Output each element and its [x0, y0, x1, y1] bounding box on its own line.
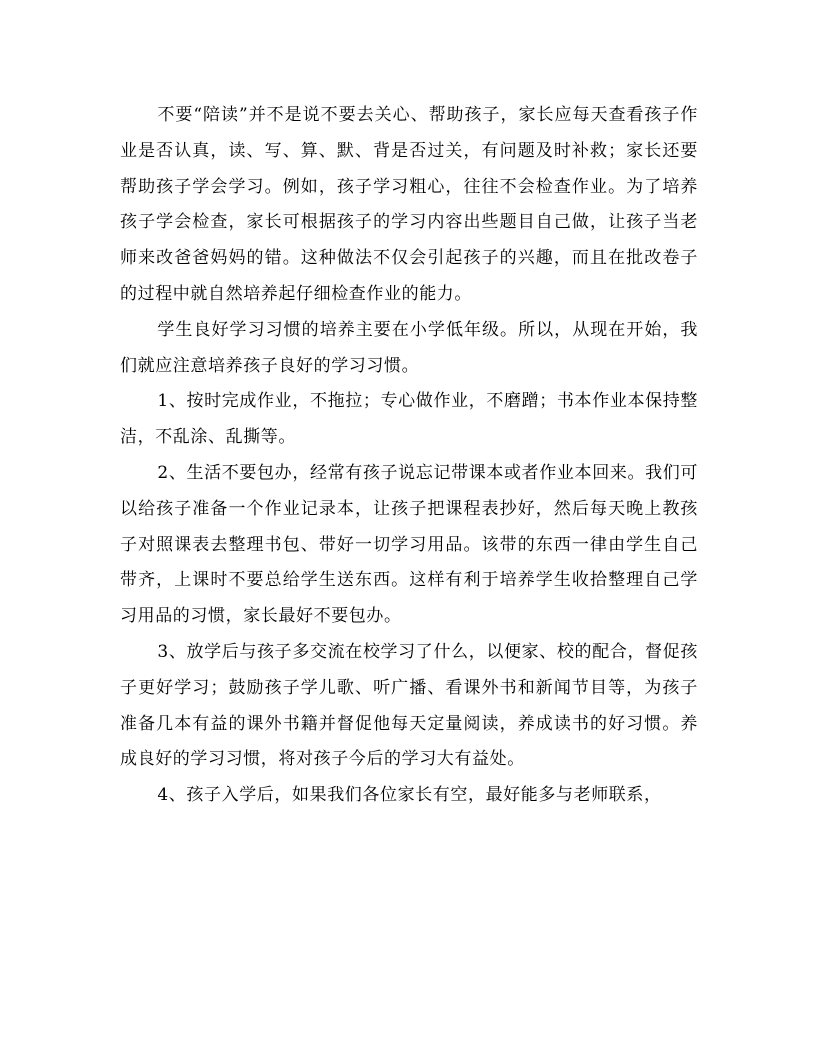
paragraph-3: 1、按时完成作业，不拖拉；专心做作业，不磨蹭；书本作业本保持整洁，不乱涂、乱撕等。: [120, 391, 698, 448]
document-body: [120, 98, 698, 814]
paragraph-1: 不要“陪读”并不是说不要去关心、帮助孩子，家长应每天查看孩子作业是否认真，读、写、算、默、背是否过关，有问题及时补救；家长还要帮助孩子学会学习。例如，孩子学习粗心，往往不会检查作业。为了培养孩子学会检查，家长可根据孩子的学习内容出些题目自己做，让孩子当老师来改爸爸妈妈的错。这种做法不仅会引起孩子的兴趣，而且在批改卷子的过程中就自然培养起仔细检查作业的能力。: [120, 105, 698, 304]
paragraph-6: 4、孩子入学后，如果我们各位家长有空，最好能多与老师联系，: [157, 785, 662, 806]
paragraph-2: 学生良好学习习惯的培养主要在小学低年级。所以，从现在开始，我们就应注意培养孩子良好的学习习惯。: [120, 319, 698, 376]
paragraph-4: 2、生活不要包办，经常有孩子说忘记带课本或者作业本回来。我们可以给孩子准备一个作业记录本，让孩子把课程表抄好，然后每天晚上教孩子对照课表去整理书包、带好一切学习用品。该带的东西一律由学生自己带齐，上课时不要总给学生送东西。这样有利于培养学生收拾整理自己学习用品的习惯，家长最好不要包办。: [120, 462, 698, 627]
paragraph-5: 3、放学后与孩子多交流在校学习了什么，以便家、校的配合，督促孩子更好学习；鼓励孩子学儿歌、听广播、看课外书和新闻节目等，为孩子准备几本有益的课外书籍并督促他每天定量阅读，养成读书的好习惯。养成良好的学习习惯，将对孩子今后的学习大有益处。: [120, 641, 698, 770]
